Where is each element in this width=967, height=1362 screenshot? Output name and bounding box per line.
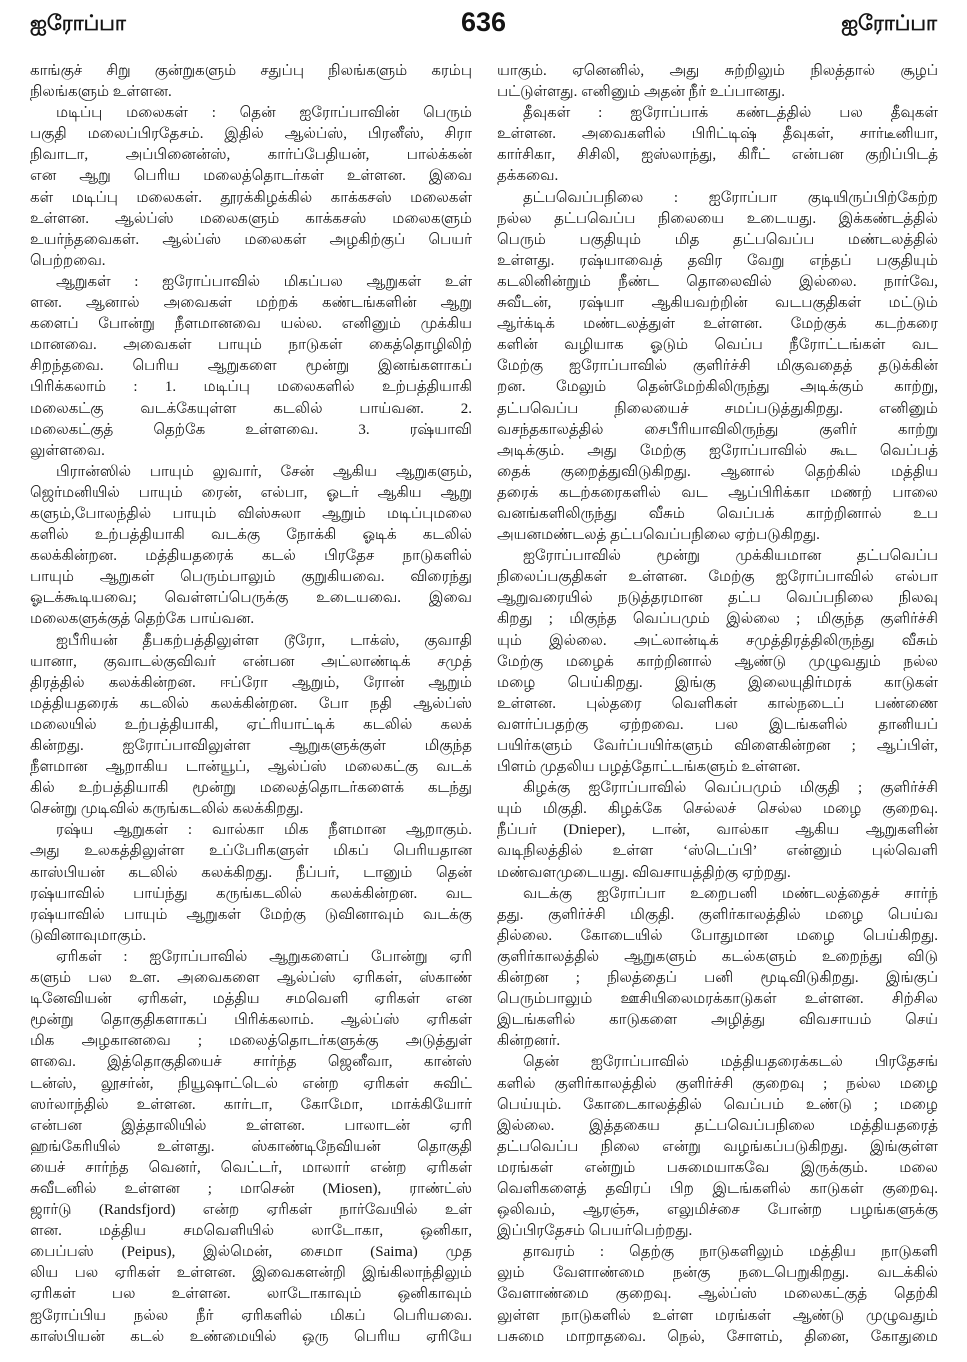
text-line: டுவினாவுமாகும். — [30, 927, 147, 944]
text-line: தைக் குறைத்துவிடுகிறது. ஆனால் தெற்கில் மத்திய — [497, 463, 938, 480]
left-text-column — [30, 61, 472, 1356]
text-line: உள்ளது. ரஷ்யாவைத் தவிர வேறு எந்தப் பகுதியும் — [497, 252, 938, 269]
text-line: ஆர்க்டிக் மண்டலத்துள் உள்ளன. மேற்குக் கடற்கரை — [497, 316, 938, 333]
text-line: வெளிகளைத் தவிரப் பிற இடங்களில் காடுகள் குறைவு. — [497, 1180, 938, 1197]
text-line: மரங்கள் என்றும் பசுமையாகவே இருக்கும். மலை — [497, 1159, 938, 1176]
text-line: மத்தியதரைக் கடலில் கலக்கின்றன. போ நதி ஆல்ப்ஸ் — [30, 695, 472, 712]
text-line: காஸ்பியன் கடலில் கலக்கிறது. நீப்பர், டானும் தென் — [30, 864, 472, 881]
text-line: தட்பவெப்பநிலை : ஐரோப்பா குடியிருப்பிற்கேற்ற — [523, 189, 938, 206]
text-line: மழை பெய்கிறது. இங்கு இலையுதிர்மரக் காடுகள் — [497, 674, 938, 691]
text-line: மிக அழகானவை ; மலைத்தொடர்களுக்கு அடுத்துள் — [30, 1033, 472, 1050]
text-line: பாயும் ஆறுகள் பெரும்பாலும் குறுகியவை. விரைந்து — [30, 569, 472, 586]
text-line: வனங்களிலிருந்து வீசும் வெப்பக் காற்றினால் உப — [497, 505, 938, 522]
page-header — [0, 0, 967, 48]
text-line: களைப் போன்று நீளமானவை யல்ல. எனினும் முக்கிய — [30, 316, 472, 333]
text-line: மேற்கு மழைக் காற்றினால் ஆண்டு முழுவதும் நல்ல — [497, 653, 938, 670]
text-line: நிவாடா, அப்பினைன்ஸ், கார்ப்பேதியன், பால்க்கன் — [30, 147, 472, 164]
text-line: லும் வேளாண்மை நன்கு நடைபெறுகிறது. வடக்கில் — [497, 1265, 938, 1282]
text-line: கின்றனர். — [497, 1033, 561, 1050]
text-line: என ஆறு பெரிய மலைத்தொடர்கள் உள்ளன. இவை — [30, 168, 472, 185]
text-line: யைச் சார்ந்த வெனர், வெட்டர், மாலார் என்ற ஏரிகள் — [30, 1159, 472, 1176]
text-line: கடலினின்றும் நீண்ட தொலைவில் இல்லை. நார்வே, — [497, 273, 938, 290]
text-line: இடங்களில் காடுகளை அழித்து விவசாயம் செய் — [497, 1012, 938, 1029]
text-line: யானா, குவாடல்குவிவர் என்பன அட்லாண்டிக் சமுத் — [30, 653, 472, 670]
paragraph — [497, 778, 938, 883]
text-line: களில் உற்பத்தியாகி வடக்கு நோக்கி ஓடிக் கடலில் — [30, 527, 472, 544]
text-line: தரைக் கடற்கரைகளில் வட ஆப்பிரிக்கா மணற் பாலை — [497, 484, 938, 501]
text-line: நீளமான ஆறாகிய டான்யூப், ஆல்ப்ஸ் மலைகட்கு வடக் — [30, 759, 472, 776]
text-line: கிறது ; மிகுந்த வெப்பமும் இல்லை ; மிகுந்த குளிர்ச்சி — [497, 611, 938, 628]
text-line: ஐபீரியன் தீபகற்பத்திலுள்ள டூரோ, டாக்ஸ், குவாதி — [56, 632, 472, 649]
text-line: ஓடக்கூடியவை; வெள்ளப்பெருக்கு உடையவை. இவை — [30, 590, 472, 607]
paragraph — [497, 61, 938, 103]
text-line: தென் ஐரோப்பாவில் மத்தியதரைக்கடல் பிரதேசங் — [523, 1054, 938, 1071]
text-line: கள் மடிப்பு மலைகள். தூரக்கிழக்கில் காக்கசஸ் மலைகள் — [30, 189, 472, 206]
text-line: அயனமண்டலத் தட்பவெப்பநிலை ஏற்படுகிறது. — [497, 527, 820, 544]
text-line: பிளம் முதலிய பழத்தோட்டங்களும் உள்ளன. — [497, 759, 801, 776]
text-line: யும் மிகுதி. கிழக்கே செல்லச் செல்ல மழை குறைவு. — [497, 801, 938, 818]
text-line: ரஷ்ய ஆறுகள் : வால்கா மிக நீளமான ஆறாகும். — [56, 822, 472, 839]
text-line: மூன்று தொகுதிகளாகப் பிரிக்கலாம். ஆல்ப்ஸ் ஏரிகள் — [30, 1012, 472, 1029]
paragraph — [30, 631, 472, 821]
text-line: டினேவியன் ஏரிகள், மத்திய சமவெளி ஏரிகள் என — [30, 991, 472, 1008]
text-line: தட்பவெப்ப நிலை என்று வழங்கப்படுகிறது. இங்குள்ள — [497, 1138, 938, 1155]
text-line: குளிர்காலத்தில் ஆறுகளும் கடல்களும் உறைந்து விடு — [497, 948, 938, 965]
text-line: பெற்றவை. — [30, 252, 106, 269]
text-line: கிழக்கு ஐரோப்பாவில் வெப்பமும் மிகுதி ; குளிர்ச்சி — [523, 780, 938, 797]
paragraph — [30, 103, 472, 272]
text-line: நீப்பர் (Dnieper), டான், வால்கா ஆகிய ஆறுகளின் — [497, 822, 938, 839]
text-line: டன்ஸ், லூசர்ன், நியூஷாட்டெல் என்ற ஏரிகள் சுவிட் — [30, 1075, 472, 1092]
text-line: ரஷ்யாவில் பாயும் ஆறுகள் மேற்கு டுவினாவும் வடக்கு — [30, 906, 472, 923]
text-line: காங்குச் சிறு குன்றுகளும் சதுப்பு நிலங்களும் கரம்பு — [30, 63, 472, 79]
text-line: பெரும் பகுதியும் மித தட்பவெப்ப மண்டலத்தில் — [497, 231, 938, 248]
text-line: பெய்யும். கோடைகாலத்தில் வெப்பம் உண்டு ; மழை — [497, 1096, 938, 1113]
text-line: ளன. ஆனால் அவைகள் மற்றக் கண்டங்களின் ஆறு — [30, 295, 472, 312]
text-line: தாவரம் : தெற்கு நாடுகளிலும் மத்திய நாடுகளி — [523, 1244, 938, 1261]
text-line: கில் உற்பத்தியாகி மூன்று மலைத்தொடர்களைக் கடந்து — [30, 780, 472, 797]
text-line: பசுமை மாறாதவை. நெல், சோளம், தினை, கோதுமை — [497, 1328, 938, 1345]
text-line: பைப்பஸ் (Peipus), இல்மென், சைமா (Saima) முத — [30, 1244, 472, 1261]
text-line: களின் வழியாக ஓடும் வெப்ப நீரோட்டங்கள் வட — [497, 337, 938, 354]
text-line: என்பன இத்தாலியில் உள்ளன. பாலாடன் ஏரி — [30, 1117, 472, 1134]
text-line: சுவீடன், ரஷ்யா ஆகியவற்றின் வடபகுதிகள் மட்டும் — [497, 295, 938, 312]
page-number: 636 — [460, 7, 507, 37]
paragraph — [497, 884, 938, 1053]
text-line: பெரும்பாலும் ஊசியிலைமரக்காடுகள் உள்ளன. சிற்சில — [497, 991, 938, 1008]
text-line: மலைகட்குத் தெற்கே உள்ளவை. 3. ரஷ்யாவி — [30, 421, 472, 438]
text-line: உள்ளன. ஆல்ப்ஸ் மலைகளும் காக்கசஸ் மலைகளும் — [30, 210, 472, 227]
text-line: மலைகளுக்குத் தெற்கே பாய்வன. — [30, 611, 255, 628]
text-line: ஆறுவரையில் நடுத்தரமான தட்ப வெப்பநிலை நிலவு — [497, 590, 938, 607]
text-line: ஐரோப்பாவில் மூன்று முக்கியமான தட்பவெப்ப — [523, 548, 938, 565]
text-line: ஹங்கேரியில் உள்ளது. ஸ்காண்டிநேவியன் தொகுதி — [30, 1138, 472, 1155]
text-line: வடிநிலத்தில் உள்ள ‘ஸ்டெப்பி’ என்னும் புல்வெளி — [497, 843, 938, 860]
text-line: ஜெர்மனியில் பாயும் ரைன், எல்பா, ஓடர் ஆகிய ஆறு — [30, 484, 472, 501]
text-line: அது உலகத்திலுள்ள உப்பேரிகளுள் மிகப் பெரியதான — [30, 843, 472, 860]
text-line: இல்லை. இத்தகைய தட்பவெப்பநிலை மத்தியதரைத் — [497, 1117, 938, 1134]
text-line: தது. குளிர்ச்சி மிகுதி. குளிர்காலத்தில் மழை பெய்வ — [497, 906, 938, 923]
text-line: களும்,போலந்தில் பாயும் விஸ்சுலா ஆறும் மடிப்புமலை — [30, 505, 472, 522]
text-line: பிரிக்கலாம் : 1. மடிப்பு மலைகளில் உற்பத்தியாகி — [30, 379, 472, 396]
text-line: ஒலிவம், ஆரஞ்சு, எலுமிச்சை போன்ற பழங்களுக்கு — [497, 1202, 938, 1219]
paragraph — [497, 188, 938, 547]
text-line: மேற்கு ஐரோப்பாவில் குளிர்ச்சி மிகுவதைத் தடுக்கின் — [497, 358, 938, 375]
text-line: களில் குளிர்காலத்தில் குளிர்ச்சி குறைவு ; நல்ல மழை — [497, 1075, 938, 1092]
text-line: தட்பவெப்ப நிலையைச் சமப்படுத்துகிறது. எனினும் — [497, 400, 938, 417]
text-line: களும் பல உள. அவைகளை ஆல்ப்ஸ் ஏரிகள், ஸ்காண் — [30, 970, 472, 987]
paragraph — [30, 272, 472, 462]
text-line: பிரான்ஸில் பாயும் லுவார், சேன் ஆகிய ஆறுகளும், — [56, 463, 472, 480]
text-line: தில்லை. கோடையில் போதுமான மழை பெய்கிறது. — [497, 927, 938, 944]
text-line: மானவை. அவைகள் பாயும் நாடுகள் கைத்தொழிலிற் — [30, 337, 472, 354]
text-line: லுள்ளவை. — [30, 442, 105, 459]
text-line: ளன. மத்திய சமவெளியில் லாடோகா, ஒனிகா, — [30, 1223, 472, 1240]
paragraph — [497, 103, 938, 187]
text-line: ஐரோப்பிய நல்ல நீர் ஏரிகளில் மிகப் பெரியவை. — [30, 1307, 472, 1324]
paragraph — [497, 1242, 938, 1347]
paragraph — [30, 820, 472, 947]
running-head-left: ஐரோப்பா — [30, 11, 126, 35]
paragraph — [30, 61, 472, 103]
text-line: சிறந்தவை. பெரிய ஆறுகளை மூன்று இனங்களாகப் — [30, 358, 472, 375]
text-line: யும் இல்லை. அட்லான்டிக் சமுத்திரத்திலிருந்து வீசும் — [497, 632, 938, 649]
text-line: திரத்தில் கலக்கின்றன. ஈப்ரோ ஆறும், ரோன் ஆறும் — [30, 674, 472, 691]
text-line: ஸர்லாந்தில் உள்ளன. கார்டா, கோமோ, மாக்கியோர் — [30, 1096, 472, 1113]
text-line: வடக்கு ஐரோப்பா உறைபனி மண்டலத்தைச் சார்ந் — [523, 885, 938, 902]
text-line: மலைகட்கு வடக்கேயுள்ள கடலில் பாய்வன. 2. — [30, 400, 472, 417]
paragraph — [30, 947, 472, 1348]
right-text-column — [497, 61, 938, 1356]
text-line: மண்வளமுடையது. விவசாயத்திற்கு ஏற்றது. — [497, 864, 791, 881]
paragraph — [30, 462, 472, 631]
text-line: கார்சிகா, சிசிலி, ஐஸ்லாந்து, கிரீட் என்பன குறிப்பிடத் — [497, 147, 938, 164]
text-line: ளவை. இத்தொகுதியைச் சார்ந்த ஜெனீவா, கான்ஸ் — [30, 1054, 472, 1071]
text-line: உள்ளன. அவைகளில் பிரிட்டிஷ் தீவுகள், சார்டீனியா, — [497, 126, 938, 143]
text-line: வளர்ப்பதற்கு ஏற்றவை. பல இடங்களில் தானியப் — [497, 716, 938, 733]
text-line: மடிப்பு மலைகள் : தென் ஐரோப்பாவின் பெரும் — [56, 105, 472, 122]
text-line: பட்டுள்ளது. எனினும் அதன் நீர் உப்பானது. — [497, 84, 785, 101]
text-line: ஏரிகள் : ஐரோப்பாவில் ஆறுகளைப் போன்று ஏரி — [56, 948, 472, 965]
text-line: நிலங்களும் உள்ளன. — [30, 84, 172, 101]
text-line: லுள்ள நாடுகளில் உள்ள மரங்கள் ஆண்டு முழுவதும் — [497, 1307, 938, 1324]
text-line: றன. மேலும் தென்மேற்கிலிருந்து அடிக்கும் காற்று, — [497, 379, 938, 396]
text-line: ஆறுகள் : ஐரோப்பாவில் மிகப்பல ஆறுகள் உள் — [56, 273, 472, 290]
text-line: ரஷ்யாவில் பாய்ந்து கருங்கடலில் கலக்கின்றன. வட — [30, 885, 472, 902]
text-line: நல்ல தட்பவெப்ப நிலையை உடையது. இக்கண்டத்தில் — [497, 210, 938, 227]
paragraph — [497, 546, 938, 778]
text-line: சுவீடனில் உள்ளன ; மாசென் (Miosen), ராண்ட்ஸ் — [30, 1180, 472, 1197]
text-line: கின்றன ; நிலத்தைப் பனி மூடிவிடுகிறது. இங்குப் — [497, 970, 938, 987]
paragraph — [497, 1052, 938, 1242]
text-line: சென்று முடிவில் கருங்கடலில் கலக்கிறது. — [30, 801, 304, 818]
running-head-right: ஐரோப்பா — [841, 11, 937, 35]
text-line: லிய பல ஏரிகள் உள்ளன. இவைகளன்றி இங்கிலாந்திலும் — [30, 1265, 472, 1282]
text-line: கலக்கின்றன. மத்தியதரைக் கடல் பிரதேச நாடுகளில் — [30, 548, 472, 565]
text-line: உள்ளன. புல்தரை வெளிகள் கால்நடைப் பண்ணை — [497, 695, 938, 712]
text-line: யாகும். ஏனெனில், அது சுற்றிலும் நிலத்தால் சூழப் — [497, 63, 938, 79]
text-line: ஜார்டு (Randsfjord) என்ற ஏரிகள் நார்வேயில் உள் — [30, 1202, 472, 1219]
text-line: மலையில் உற்பத்தியாகி, ஏட்ரியாட்டிக் கடலில் கலக் — [30, 716, 472, 733]
text-line: கின்றது. ஐரோப்பாவிலுள்ள ஆறுகளுக்குள் மிகுந்த — [30, 738, 472, 754]
text-line: நிலைப்பகுதிகள் உள்ளன. மேற்கு ஐரோப்பாவில் எல்பா — [497, 569, 938, 586]
text-line: இப்பிரதேசம் பெயர்பெற்றது. — [497, 1223, 693, 1240]
text-line: அடிக்கும். அது மேற்கு ஐரோப்பாவில் கூட வெப்பத் — [497, 442, 938, 459]
text-line: வசந்தகாலத்தில் சைபீரியாவிலிருந்து குளிர் காற்று — [497, 421, 938, 438]
text-line: காஸ்பியன் கடல் உண்மையில் ஒரு பெரிய ஏரியே — [30, 1328, 472, 1345]
text-line: தீவுகள் : ஐரோப்பாக் கண்டத்தில் பல தீவுகள் — [523, 105, 938, 122]
text-line: ஏரிகள் பல உள்ளன. லாடோகாவும் ஒனிகாவும் — [30, 1286, 472, 1303]
text-line: பகுதி மலைப்பிரதேசம். இதில் ஆல்ப்ஸ், பிரனீஸ், சிரா — [30, 126, 472, 143]
text-line: உயர்ந்தவைகள். ஆல்ப்ஸ் மலைகள் அழகிற்குப் பெயர் — [30, 231, 472, 248]
text-line: தக்கவை. — [497, 168, 559, 185]
text-line: வேளாண்மை குறைவு. ஆல்ப்ஸ் மலைகட்குத் தெற்கி — [497, 1286, 938, 1303]
text-line: பயிர்களும் வேர்ப்பயிர்களும் விளைகின்றன ; ஆப்பிள், — [497, 738, 938, 754]
